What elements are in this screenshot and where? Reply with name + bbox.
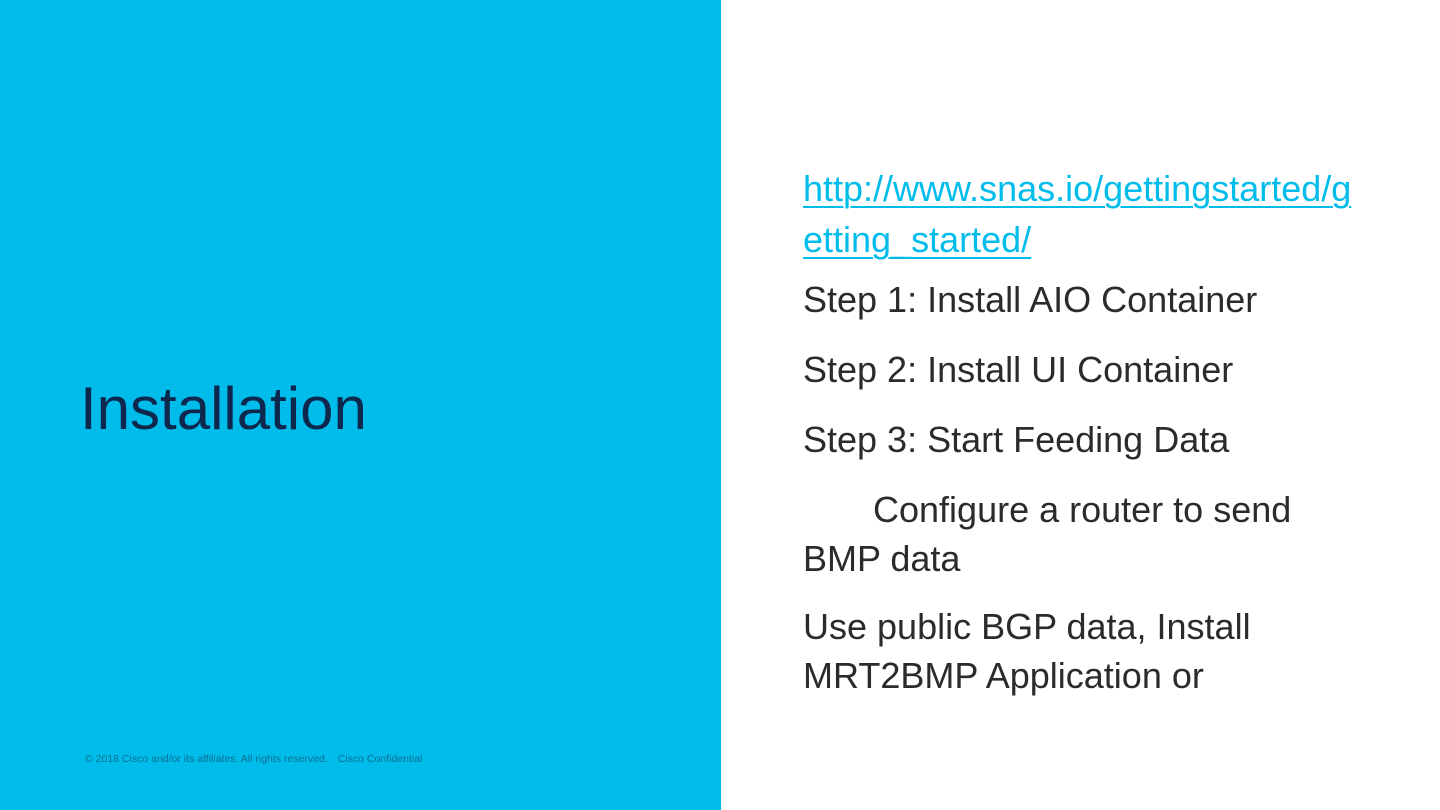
step-2: Step 2: Install UI Container — [803, 349, 1234, 390]
configure-router-label: Configure a router to send BMP data — [803, 489, 1292, 579]
step-1: Step 1: Install AIO Container — [803, 279, 1258, 320]
getting-started-link[interactable]: http://www.snas.io/gettingstarted/getting_started/ — [803, 168, 1352, 260]
public-bgp-text: Use public BGP data, Install MRT2BMP Application or — [803, 606, 1251, 696]
confidential-label: Cisco Confidential — [337, 753, 423, 765]
step-3: Step 3: Start Feeding Data — [803, 419, 1230, 460]
footer — [85, 752, 422, 766]
slide-title: Installation — [80, 375, 367, 442]
copyright-notice: © 2018 Cisco and/or its affiliates. All rights reserved. — [85, 753, 328, 765]
configure-router-text — [803, 485, 1363, 583]
content-panel — [803, 163, 1363, 700]
